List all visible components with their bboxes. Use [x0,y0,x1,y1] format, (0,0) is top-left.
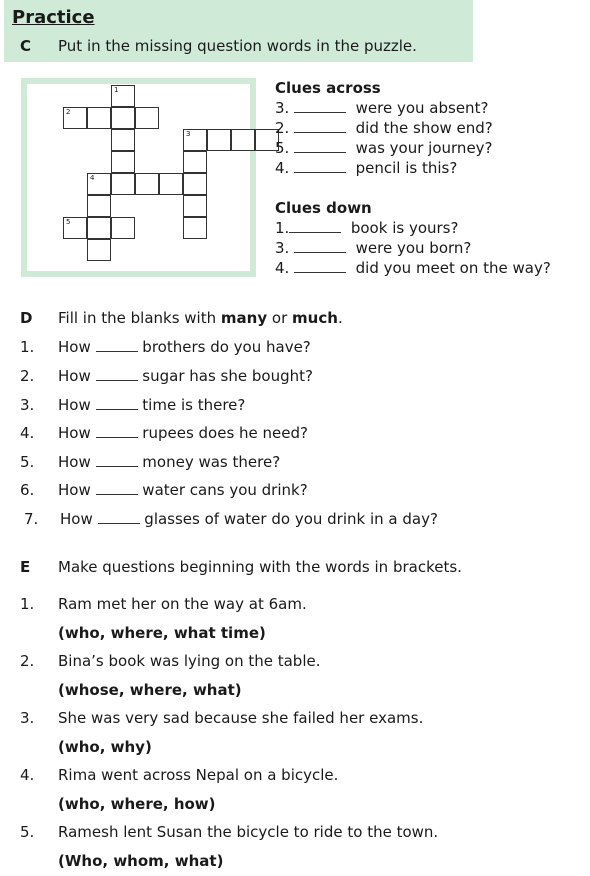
question-item-number: 2. [20,652,35,670]
fill-item-number: 4. [20,424,35,442]
fill-item-number: 1. [20,338,35,356]
question-words: (who, why) [58,738,152,756]
question-sentence: Bina’s book was lying on the table. [58,652,321,670]
fill-item-number: 6. [20,481,35,499]
question-sentence: Rima went across Nepal on a bicycle. [58,766,339,784]
crossword-clue-number: 2 [66,108,71,116]
question-item-number: 1. [20,595,35,613]
section-c-letter: C [20,37,32,55]
crossword-cell[interactable] [63,217,87,239]
clue-down-item: 4. did you meet on the way? [275,259,551,277]
fill-item: How money was there? [58,453,281,471]
crossword-cell[interactable] [183,173,207,195]
fill-item-number: 5. [20,453,35,471]
question-sentence: She was very sad because she failed her exams. [58,709,424,727]
clue-across-item: 3. were you absent? [275,99,489,117]
crossword-cell[interactable] [183,151,207,173]
question-item-number: 4. [20,766,35,784]
crossword-cell[interactable] [111,129,135,151]
crossword-cell[interactable] [135,107,159,129]
question-sentence: Ram met her on the way at 6am. [58,595,307,613]
clues-across-heading: Clues across [275,79,381,97]
crossword-cell[interactable] [183,129,207,151]
crossword-clue-number: 3 [186,130,191,138]
crossword-cell[interactable] [63,107,87,129]
crossword-cell[interactable] [111,151,135,173]
page-title: Practice [12,7,95,28]
section-d-letter: D [20,309,33,327]
crossword-cell[interactable] [111,217,135,239]
crossword-cell[interactable] [111,107,135,129]
crossword-cell[interactable] [87,107,111,129]
crossword-frame [21,78,256,277]
section-c-instruction: Put in the missing question words in the puzzle. [58,37,417,55]
crossword-cell[interactable] [87,217,111,239]
question-sentence: Ramesh lent Susan the bicycle to ride to the town. [58,823,439,841]
clue-down-item: 3. were you born? [275,239,472,257]
question-words: (who, where, how) [58,795,216,813]
crossword-cell[interactable] [111,173,135,195]
section-e-instruction: Make questions beginning with the words in brackets. [58,558,462,576]
crossword-cell[interactable] [87,239,111,261]
fill-item-number: 2. [20,367,35,385]
question-words: (who, where, what time) [58,624,266,642]
fill-item: How rupees does he need? [58,424,308,442]
question-words: (whose, where, what) [58,681,242,699]
crossword-grid [27,84,250,271]
clues-down-heading: Clues down [275,199,372,217]
crossword-cell[interactable] [87,173,111,195]
fill-item: How glasses of water do you drink in a day? [60,510,438,528]
fill-item-number: 7. [24,510,39,528]
fill-item: How time is there? [58,396,246,414]
clue-across-item: 4. pencil is this? [275,159,458,177]
crossword-clue-number: 4 [90,174,95,182]
fill-item: How water cans you drink? [58,481,308,499]
fill-item-number: 3. [20,396,35,414]
section-d-instruction: Fill in the blanks with many or much. [58,309,343,327]
clue-across-item: 2. did the show end? [275,119,493,137]
section-e-letter: E [20,558,31,576]
crossword-cell[interactable] [87,195,111,217]
crossword-clue-number: 1 [114,86,119,94]
fill-item: How brothers do you have? [58,338,311,356]
clue-across-item: 5. was your journey? [275,139,493,157]
question-words: (Who, whom, what) [58,852,224,870]
crossword-cell[interactable] [183,217,207,239]
question-item-number: 3. [20,709,35,727]
crossword-cell[interactable] [207,129,231,151]
crossword-cell[interactable] [135,173,159,195]
crossword-clue-number: 5 [66,218,71,226]
clue-down-item: 1. book is yours? [275,219,459,237]
crossword-cell[interactable] [183,195,207,217]
crossword-cell[interactable] [231,129,255,151]
question-item-number: 5. [20,823,35,841]
crossword-cell[interactable] [159,173,183,195]
fill-item: How sugar has she bought? [58,367,313,385]
crossword-cell[interactable] [111,85,135,107]
